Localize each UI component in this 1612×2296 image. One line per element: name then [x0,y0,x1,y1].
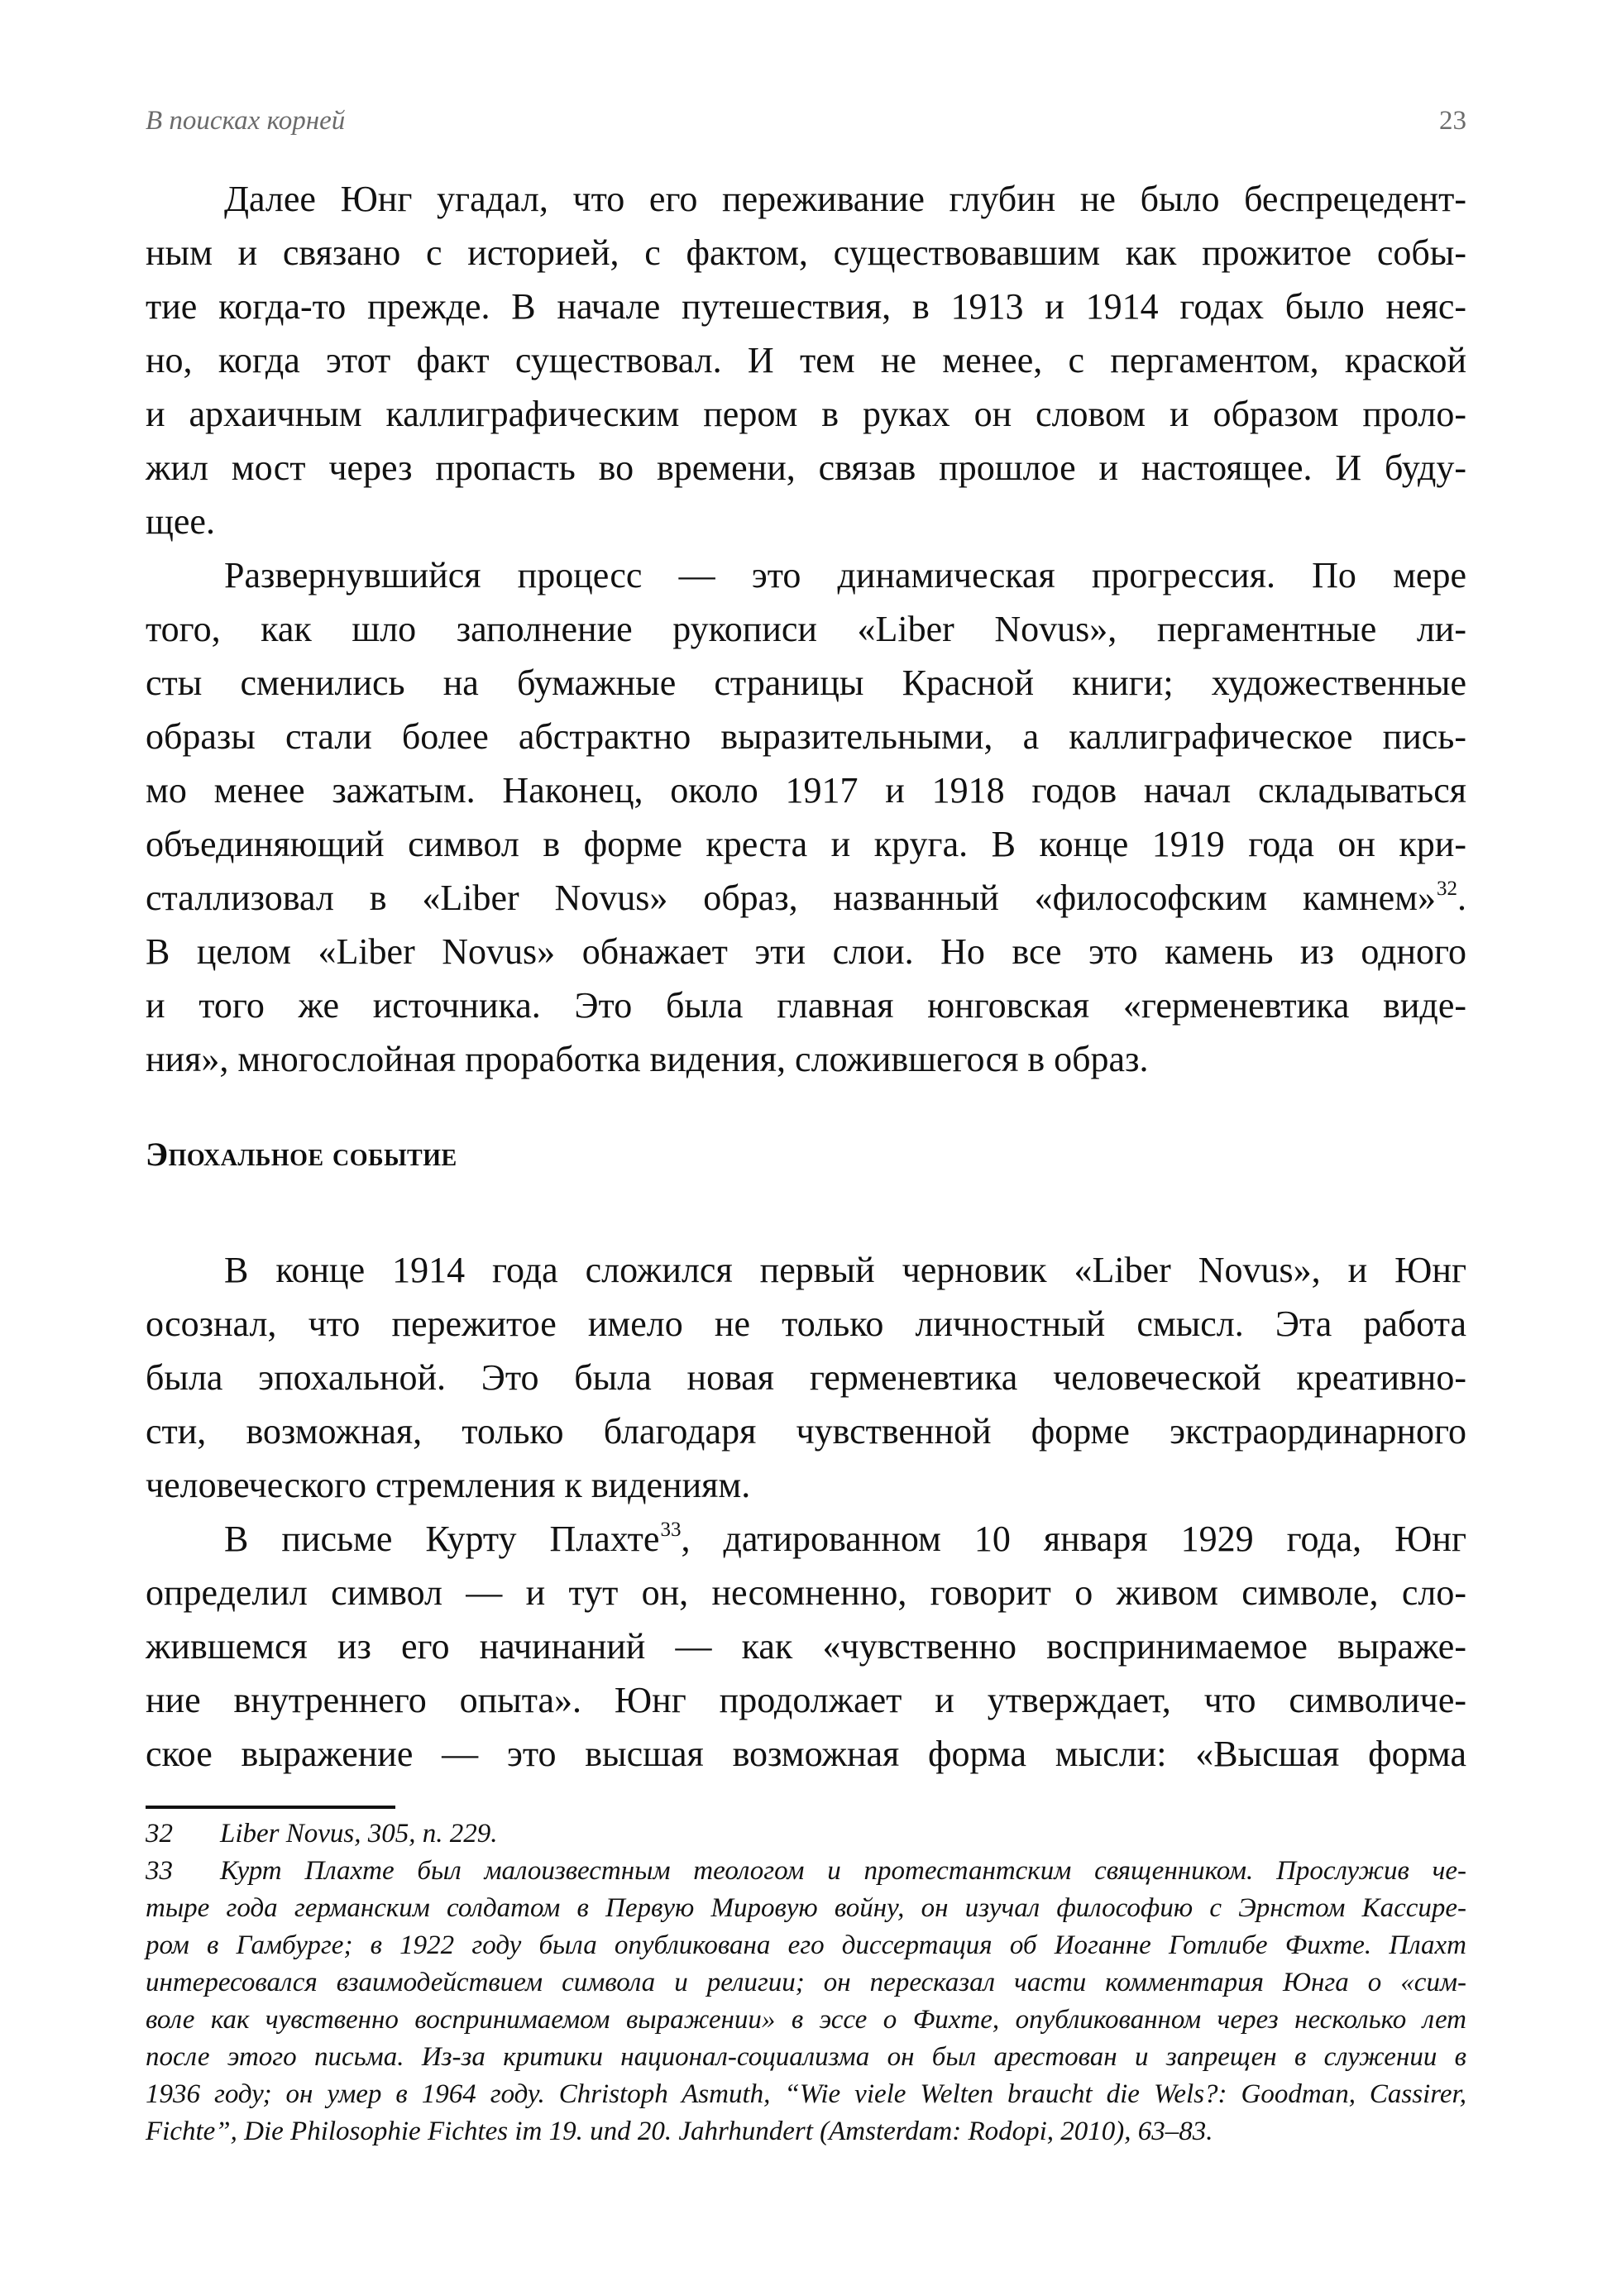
paragraph [146,1512,1466,1781]
text-line: ным и связано с историей, с фактом, существовавшим как прожитое собы- [146,232,1466,273]
text-line: жившемся из его начинаний — как «чувственно воспринимаемое выраже- [146,1626,1466,1667]
text-span: В письме Курту Плахте [224,1519,660,1559]
text-line: и архаичным каллиграфическим пером в руках он словом и образом проло- [146,394,1466,434]
footnote-line: тыре года германским солдатом в Первую Мировую войну, он изучал философию с Эрнстом Кассире- [146,1893,1466,1923]
footnote-33 [146,1853,1466,2150]
footnote-line: Fichte”, Die Philosophie Fichtes im 19. und 20. Jahrhundert (Amsterdam: Rodopi, 2010), 63–83. [146,2117,1213,2146]
footnote-32 [146,1815,1466,1853]
text-span: сталлизовал в «Liber Novus» образ, названный «философским камнем» [146,878,1436,918]
text-line: образы стали более абстрактно выразительными, а каллиграфическое пись- [146,716,1466,757]
footnote-divider [146,1806,395,1809]
text-line: того, как шло заполнение рукописи «Liber Novus», пергаментные ли- [146,609,1466,649]
footnote-ref-33[interactable]: 33 [660,1519,682,1541]
text-line: Развернувшийся процесс — это динамическая прогрессия. По мере [224,555,1466,596]
footnote-line: интересовался взаимодействием символа и религии; он пересказал части комментария Юнга о «сим- [146,1968,1466,1997]
footnotes [146,1815,1466,2150]
text-line: щее. [146,501,215,542]
body-text [146,172,1466,1086]
running-title: В поисках корней [146,106,346,136]
footnote-text: Курт Плахте был малоизвестным теологом и протестантским священником. Прослужив че- [220,1856,1466,1886]
section-body-text [146,1243,1466,1781]
text-line: сты сменились на бумажные страницы Красной книги; художественные [146,662,1466,703]
footnote-line: после этого письма. Из-за критики национал-социализма он был арестован и запрещен в служении в [146,2042,1466,2072]
footnote-ref-32[interactable]: 32 [1437,878,1457,900]
text-line: сти, возможная, только благодаря чувственной форме экстраординарного [146,1411,1466,1452]
text-line: была эпохальной. Это была новая герменевтика человеческой креативно- [146,1357,1466,1398]
text-span: . [1457,878,1466,918]
footnote-number: 32 [146,1819,173,1849]
section-heading: Эпохальное событие [146,1136,457,1173]
text-line: определил символ — и тут он, несомненно, говорит о живом символе, сло- [146,1572,1466,1613]
footnote-number: 33 [146,1856,173,1886]
text-line: но, когда этот факт существовал. И тем не менее, с пергаментом, краской [146,340,1466,380]
text-line: жил мост через пропасть во времени, связав прошлое и настоящее. И буду- [146,447,1466,488]
paragraph [146,1243,1466,1512]
text-line: В целом «Liber Novus» обнажает эти слои. Но все это камень из одного [146,931,1466,972]
footnote-text: Liber Novus, 305, n. 229. [220,1819,498,1849]
footnote-line: 1936 году; он умер в 1964 году. Christoph Asmuth, “Wie viele Welten braucht die Wels?: Goodman, Cassirer, [146,2079,1466,2109]
running-header [146,106,1466,147]
text-line: тие когда-то прежде. В начале путешествия, в 1913 и 1914 годах было неяс- [146,286,1466,327]
footnote-line: воле как чувственно воспринимаемом выражении» в эссе о Фихте, опубликованном через несколько лет [146,2005,1466,2035]
text-line: В конце 1914 года сложился первый черновик «Liber Novus», и Юнг [224,1250,1466,1290]
text-line: объединяющий символ в форме креста и круга. В конце 1919 года он кри- [146,824,1466,864]
paragraph [146,548,1466,1086]
footnote-line [146,1853,1466,1890]
text-line: ское выражение — это высшая возможная форма мысли: «Высшая форма [146,1734,1466,1774]
footnote-line: ром в Гамбурге; в 1922 году была опубликована его диссертация об Иоганне Готлибе Фихте. Плахт [146,1930,1466,1960]
text-line-with-footnote [146,871,1466,925]
text-span: , датированном 10 января 1929 года, Юнг [681,1519,1466,1559]
text-line: ние внутреннего опыта». Юнг продолжает и утверждает, что символиче- [146,1680,1466,1720]
text-line-with-footnote [146,1512,1466,1566]
text-line: осознал, что пережитое имело не только личностный смысл. Эта работа [146,1303,1466,1344]
text-line: ния», многослойная проработка видения, сложившегося в образ. [146,1039,1149,1079]
paragraph [146,172,1466,548]
page-number: 23 [1439,106,1466,136]
text-line: Далее Юнг угадал, что его переживание глубин не было беспрецедент- [224,179,1466,219]
text-line: человеческого стремления к видениям. [146,1465,751,1505]
text-line: и того же источника. Это была главная юнговская «герменевтика виде- [146,985,1466,1026]
footnote-line [146,1815,1466,1853]
text-line: мо менее зажатым. Наконец, около 1917 и 1918 годов начал складываться [146,770,1466,811]
